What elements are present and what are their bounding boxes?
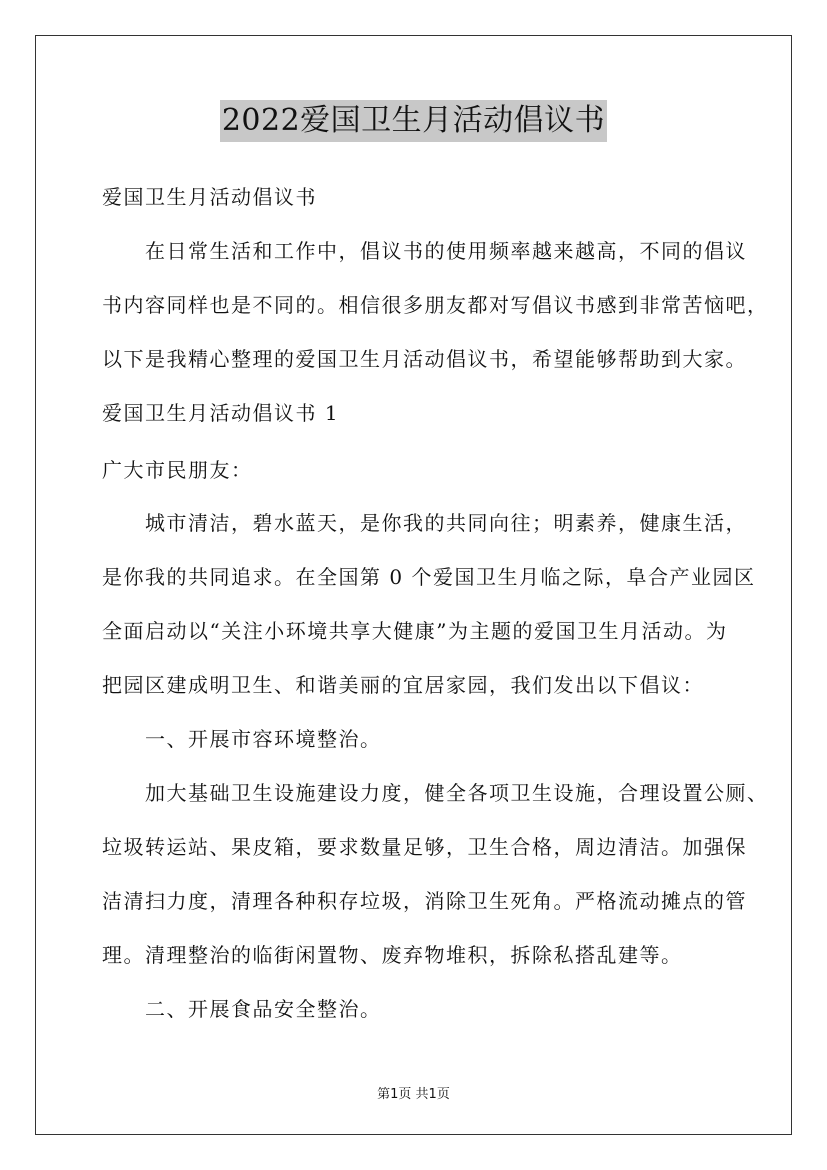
page-footer: 第1页 共1页	[377, 1087, 450, 1102]
paragraph-line: 垃圾转运站、果皮箱，要求数量足够，卫生合格，周边清洁。加强保	[102, 835, 747, 859]
paragraph-line: 理。清理整治的临街闲置物、废弃物堆积，拆除私搭乱建等。	[102, 943, 683, 967]
paragraph-line: 全面启动以“关注小环境共享大健康”为主题的爱国卫生月活动。为	[102, 619, 728, 643]
paragraph-line: 书内容同样也是不同的。相信很多朋友都对写倡议书感到非常苦恼吧，	[102, 293, 769, 317]
paragraph-line: 把园区建成明卫生、和谐美丽的宜居家园，我们发出以下倡议：	[102, 673, 704, 697]
paragraph-line: 洁清扫力度，清理各种积存垃圾，消除卫生死角。严格流动摊点的管	[102, 889, 747, 913]
paragraph-line: 在日常生活和工作中，倡议书的使用频率越来越高，不同的倡议	[102, 239, 747, 263]
paragraph-line: 是你我的共同追求。在全国第 0 个爱国卫生月临之际，阜合产业园区	[102, 565, 756, 589]
paragraph-line: 爱国卫生月活动倡议书	[102, 185, 317, 209]
paragraph-line: 广大市民朋友：	[102, 458, 253, 482]
section-heading: 二、开展食品安全整治。	[102, 997, 382, 1021]
title-container	[0, 100, 827, 142]
paragraph-line: 以下是我精心整理的爱国卫生月活动倡议书，希望能够帮助到大家。	[102, 347, 747, 371]
document-title: 2022爱国卫生月活动倡议书	[220, 100, 607, 142]
section-heading: 一、开展市容环境整治。	[102, 727, 382, 751]
paragraph-line: 城市清洁，碧水蓝天，是你我的共同向往；明素养，健康生活，	[102, 511, 747, 535]
paragraph-line: 加大基础卫生设施建设力度，健全各项卫生设施，合理设置公厕、	[102, 781, 769, 805]
paragraph-line: 爱国卫生月活动倡议书 1	[102, 401, 340, 425]
